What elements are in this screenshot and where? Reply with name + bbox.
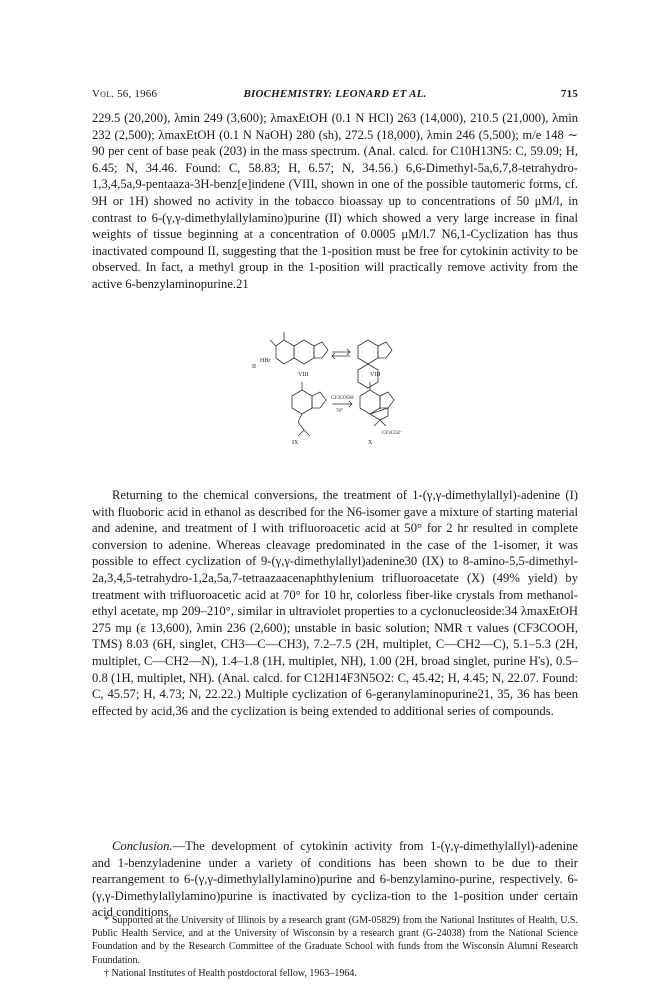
paragraph-3-conclusion xyxy=(92,838,578,921)
reaction-scheme xyxy=(232,326,432,448)
chemical-structures-figure xyxy=(232,326,432,448)
page-number: 715 xyxy=(560,88,578,100)
volume-info: Vol. 56, 1966 xyxy=(92,88,158,100)
footnote-fellowship: † National Institutes of Health postdoctoral fellow, 1963–1964. xyxy=(104,967,357,979)
label-compound-viii: VIII xyxy=(298,372,309,378)
label-compound-ii: II xyxy=(252,364,256,370)
paragraph-2: Returning to the chemical conversions, the treatment of 1-(γ,γ-dimethylallyl)-adenine (I) with fluoboric acid in ethanol as described for the N6-isomer gave a mixture of starting material and adenine, and treatment of I with trifluoroacetic acid at 50° for 2 hr resulted in complete conversion to adenine. Whereas cleavage predominated in the case of the 1-isomer, it was possible to effect cyclization of 9-(γ,γ-dimethylallyl)adenine30 (IX) to 8-amino-5,5-dimethyl-2a,3,4,5-tetrahydro-1,2a,5a,7-tetraazaacenaphthylenium trifluoroacetate (X) (49% yield) by treatment with trifluoroacetic acid at 70° for 10 hr, colorless fiber-like crystals from methanol-ethyl acetate, mp 209–210°, similar in ultraviolet properties to a cyclonucleoside:34 λmaxEtOH 275 mμ (ε 13,600), λmin 236 (2,600); unstable in basic solution; NMR τ values (CF3COOH, TMS) 8.03 (6H, singlet, CH3—C—CH3), 7.2–7.5 (2H, multiplet, C—CH2—C), 5.1–5.3 (2H, multiplet, C—CH2—N), 1.4–1.8 (1H, multiplet, NH), 1.00 (2H, broad singlet, purine H's), 0.5–0.8 (1H, multiplet, NH). (Anal. calcd. for C12H14F3N5O2: C, 45.42; H, 4.45; N, 22.07. Found: C, 45.57; H, 4.73; N, 22.22.) Multiple cyclization of 6-geranylaminopurine21, 35, 36 has been effected by acid,36 and the cyclization is being extended to additional series of compounds. xyxy=(92,488,578,718)
footnotes xyxy=(92,914,578,980)
reagent-hbr: HBr xyxy=(260,358,271,364)
conclusion-heading: Conclusion. xyxy=(112,839,173,853)
conclusion-text: —The development of cytokinin activity from 1-(γ,γ-dimethylallyl)-adenine and 1-benzyladenine under a variety of conditions has been shown to be due to their rearrangement to 6-(γ,γ-dimethylallylamino)purine and 6-benzylamino-purine, respectively. 6-(γ,γ-Dimethylallylamino)purine is inactivated by cycliza-tion to the 1-position under certain acid conditions. xyxy=(92,839,578,920)
footnote-funding: * Supported at the University of Illinois by a research grant (GM-05829) from the National Institutes of Health, U.S. Public Health Service, and at the University of Wisconsin by a research grant (G-24038) from the National Science Foundation and by the Research Committee of the Graduate School with funds from the Wisconsin Alumni Research Foundation. xyxy=(92,915,578,966)
paragraph-1: 229.5 (20,200), λmin 249 (3,600); λmaxEtOH (0.1 N HCl) 263 (14,000), 210.5 (21,000), λmin 232 (2,500); λmaxEtOH (0.1 N NaOH) 280 (sh), 272.5 (18,000), λmin 246 (5,500); m/e 148 ∼ 90 per cent of base peak (203) in the mass spectrum. (Anal. calcd. for C10H13N5: C, 59.09; H, 6.45; N, 34.46. Found: C, 58.83; H, 6.57; N, 34.56.) 6,6-Dimethyl-5a,6,7,8-tetrahydro-1,3,4,5a,9-pentaaza-3H-benz[e]indene (VIII, shown in one of the possible tautomeric forms, cf. 9H or 1H) showed no activity in the tobacco bioassay up to concentrations of 50 μM/l, in contrast to 6-(γ,γ-dimethylallylamino)purine (II) which showed a very large increase in final weights of tissue beginning at a concentration of 0.0005 μM/l.7 N6,1-Cyclization has thus inactivated compound II, suggesting that the 1-position must be free for cytokinin activity to be observed. In fact, a methyl group in the 1-position will practically remove activity from the active 6-benzylaminopurine.21 xyxy=(92,111,578,291)
journal-title: BIOCHEMISTRY: LEONARD ET AL. xyxy=(243,88,427,100)
reagent-cf3cooh: CF3COOH xyxy=(331,396,354,401)
label-compound-ix: IX xyxy=(292,440,299,446)
label-compound-x: X xyxy=(368,440,373,446)
label-compound-viii-tautomer: VIII xyxy=(370,372,381,378)
running-head xyxy=(92,88,578,102)
counter-ion-label: CF3CO2⁻ xyxy=(382,431,403,436)
reagent-temperature: 70° xyxy=(336,409,343,414)
